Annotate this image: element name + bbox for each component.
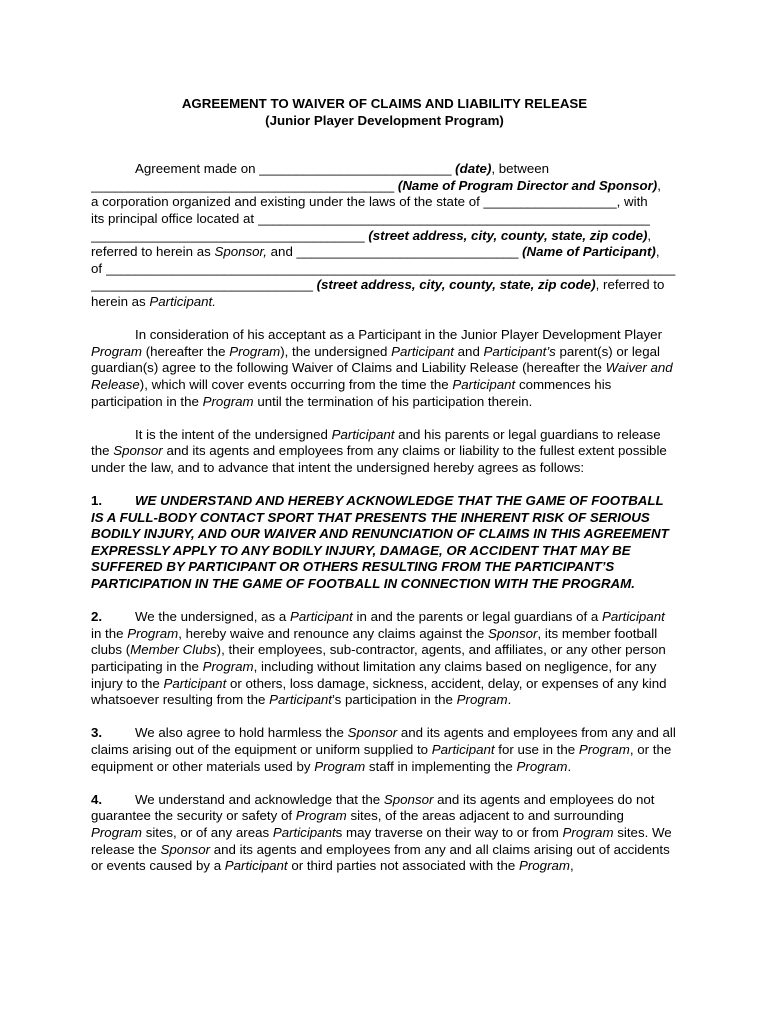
intro-line-3: a corporation organized and existing under the laws of the state of __________________, with xyxy=(91,194,648,210)
intent-paragraph: It is the intent of the undersigned Participant and his parents or legal guardians to release the Sponsor and its agents and employees from any claims or liability to the fullest extent possible under the law, and to advance that intent the undersigned hereby agrees as follows: xyxy=(91,426,667,475)
intro-line-8: ______________________________ (street address, city, county, state, zip code), referred to xyxy=(91,277,665,293)
intro-line-2: _________________________________________ (Name of Program Director and Sponsor), xyxy=(91,177,661,193)
document-title: AGREEMENT TO WAIVER OF CLAIMS AND LIABILITY RELEASE xyxy=(181,96,588,111)
participant-of-blank: _____________________________________________________________________________ xyxy=(105,260,676,276)
section-3: 3. We also agree to hold harmless the Sponsor and its agents and employees from any and all claims arising out of the equipment or uniform supplied to Participant for use in the Program, or the equipment or other materials used by Program staff in implementing the Program. xyxy=(91,725,676,774)
document-subtitle: (Junior Player Development Program) xyxy=(265,112,504,128)
intro-block xyxy=(91,161,678,310)
office-blank: _____________________________________________________ xyxy=(257,210,650,226)
section-2: 2. We the undersigned, as a Participant in and the parents or legal guardians of a Participant in the Program, hereby waive and renounce any claims against the Sponsor, its member football clubs (Member Clubs), their employees, sub-contractor, agents, and affiliates, or any other person participating in the Program, including without limitation any claims based on negligence, for any injury to the Participant or others, loss damage, sickness, accident, delay, or expenses of any kind whatsoever resulting from the Participant’s participation in the Program. xyxy=(91,609,667,708)
sponsor-address-blank: _____________________________________ xyxy=(91,227,365,243)
participant-address-blank: ______________________________ xyxy=(91,277,313,293)
state-blank: __________________ xyxy=(483,194,617,210)
intro-line-7: of _____________________________________________________________________________ xyxy=(91,261,678,278)
sponsor-name-blank: _________________________________________ xyxy=(91,177,395,193)
consideration-paragraph: In consideration of his acceptant as a Participant in the Junior Player Development Player Program (hereafter the Program), the undersigned Participant and Participant’s parent(s) or legal guardian(s) agree to the following Waiver of Claims and Liability Release (hereafter the Waiver and Release), which will cover events occurring from the time the Participant commences his participation in the Program until the termination of his participation therein. xyxy=(91,327,673,409)
intro-line-5: _____________________________________ (street address, city, county, state, zip code), xyxy=(91,227,652,243)
section-1: 1. WE UNDERSTAND AND HEREBY ACKNOWLEDGE THAT THE GAME OF FOOTBALL IS A FULL-BODY CONTACT SPORT THAT PRESENTS THE INHERENT RISK OF SERIOUS BODILY INJURY, AND OUR WAIVER AND RENUNCIATION OF CLAIMS IN THIS AGREEMENT EXPRESSLY APPLY TO ANY BODILY INJURY, DAMAGE, OR ACCIDENT THAT MAY BE SUFFERED BY PARTICIPANT OR OTHERS RESULTING FROM THE PARTICIPANT’S PARTICIPATION IN THE GAME OF FOOTBALL IN CONNECTION WITH THE PROGRAM. xyxy=(91,493,669,592)
intro-line-4: its principal office located at _____________________________________________________ xyxy=(91,211,678,228)
section-4: 4. We understand and acknowledge that the Sponsor and its agents and employees do not guarantee the security or safety of Program sites, of the areas adjacent to and surrounding Program sites, or of any areas Participants may traverse on their way to or from Program sites. We release the Sponsor and its agents and employees from any and all claims arising out of accidents or events caused by a Participant or third parties not associated with the Program, xyxy=(91,791,672,874)
intro-line-9: herein as Participant. xyxy=(91,293,216,309)
section-2-number: 2. xyxy=(91,609,103,625)
section-1-number: 1. xyxy=(91,493,103,509)
intro-line-1: Agreement made on __________________________ (date), between xyxy=(135,161,550,177)
intro-line-6: referred to herein as Sponsor, and ______________________________ (Name of Participant), xyxy=(91,244,660,260)
participant-name-blank: ______________________________ xyxy=(296,244,519,260)
section-3-number: 3. xyxy=(91,725,103,741)
section-4-number: 4. xyxy=(91,791,103,807)
document-body xyxy=(91,96,678,875)
date-blank: __________________________ xyxy=(259,161,452,177)
